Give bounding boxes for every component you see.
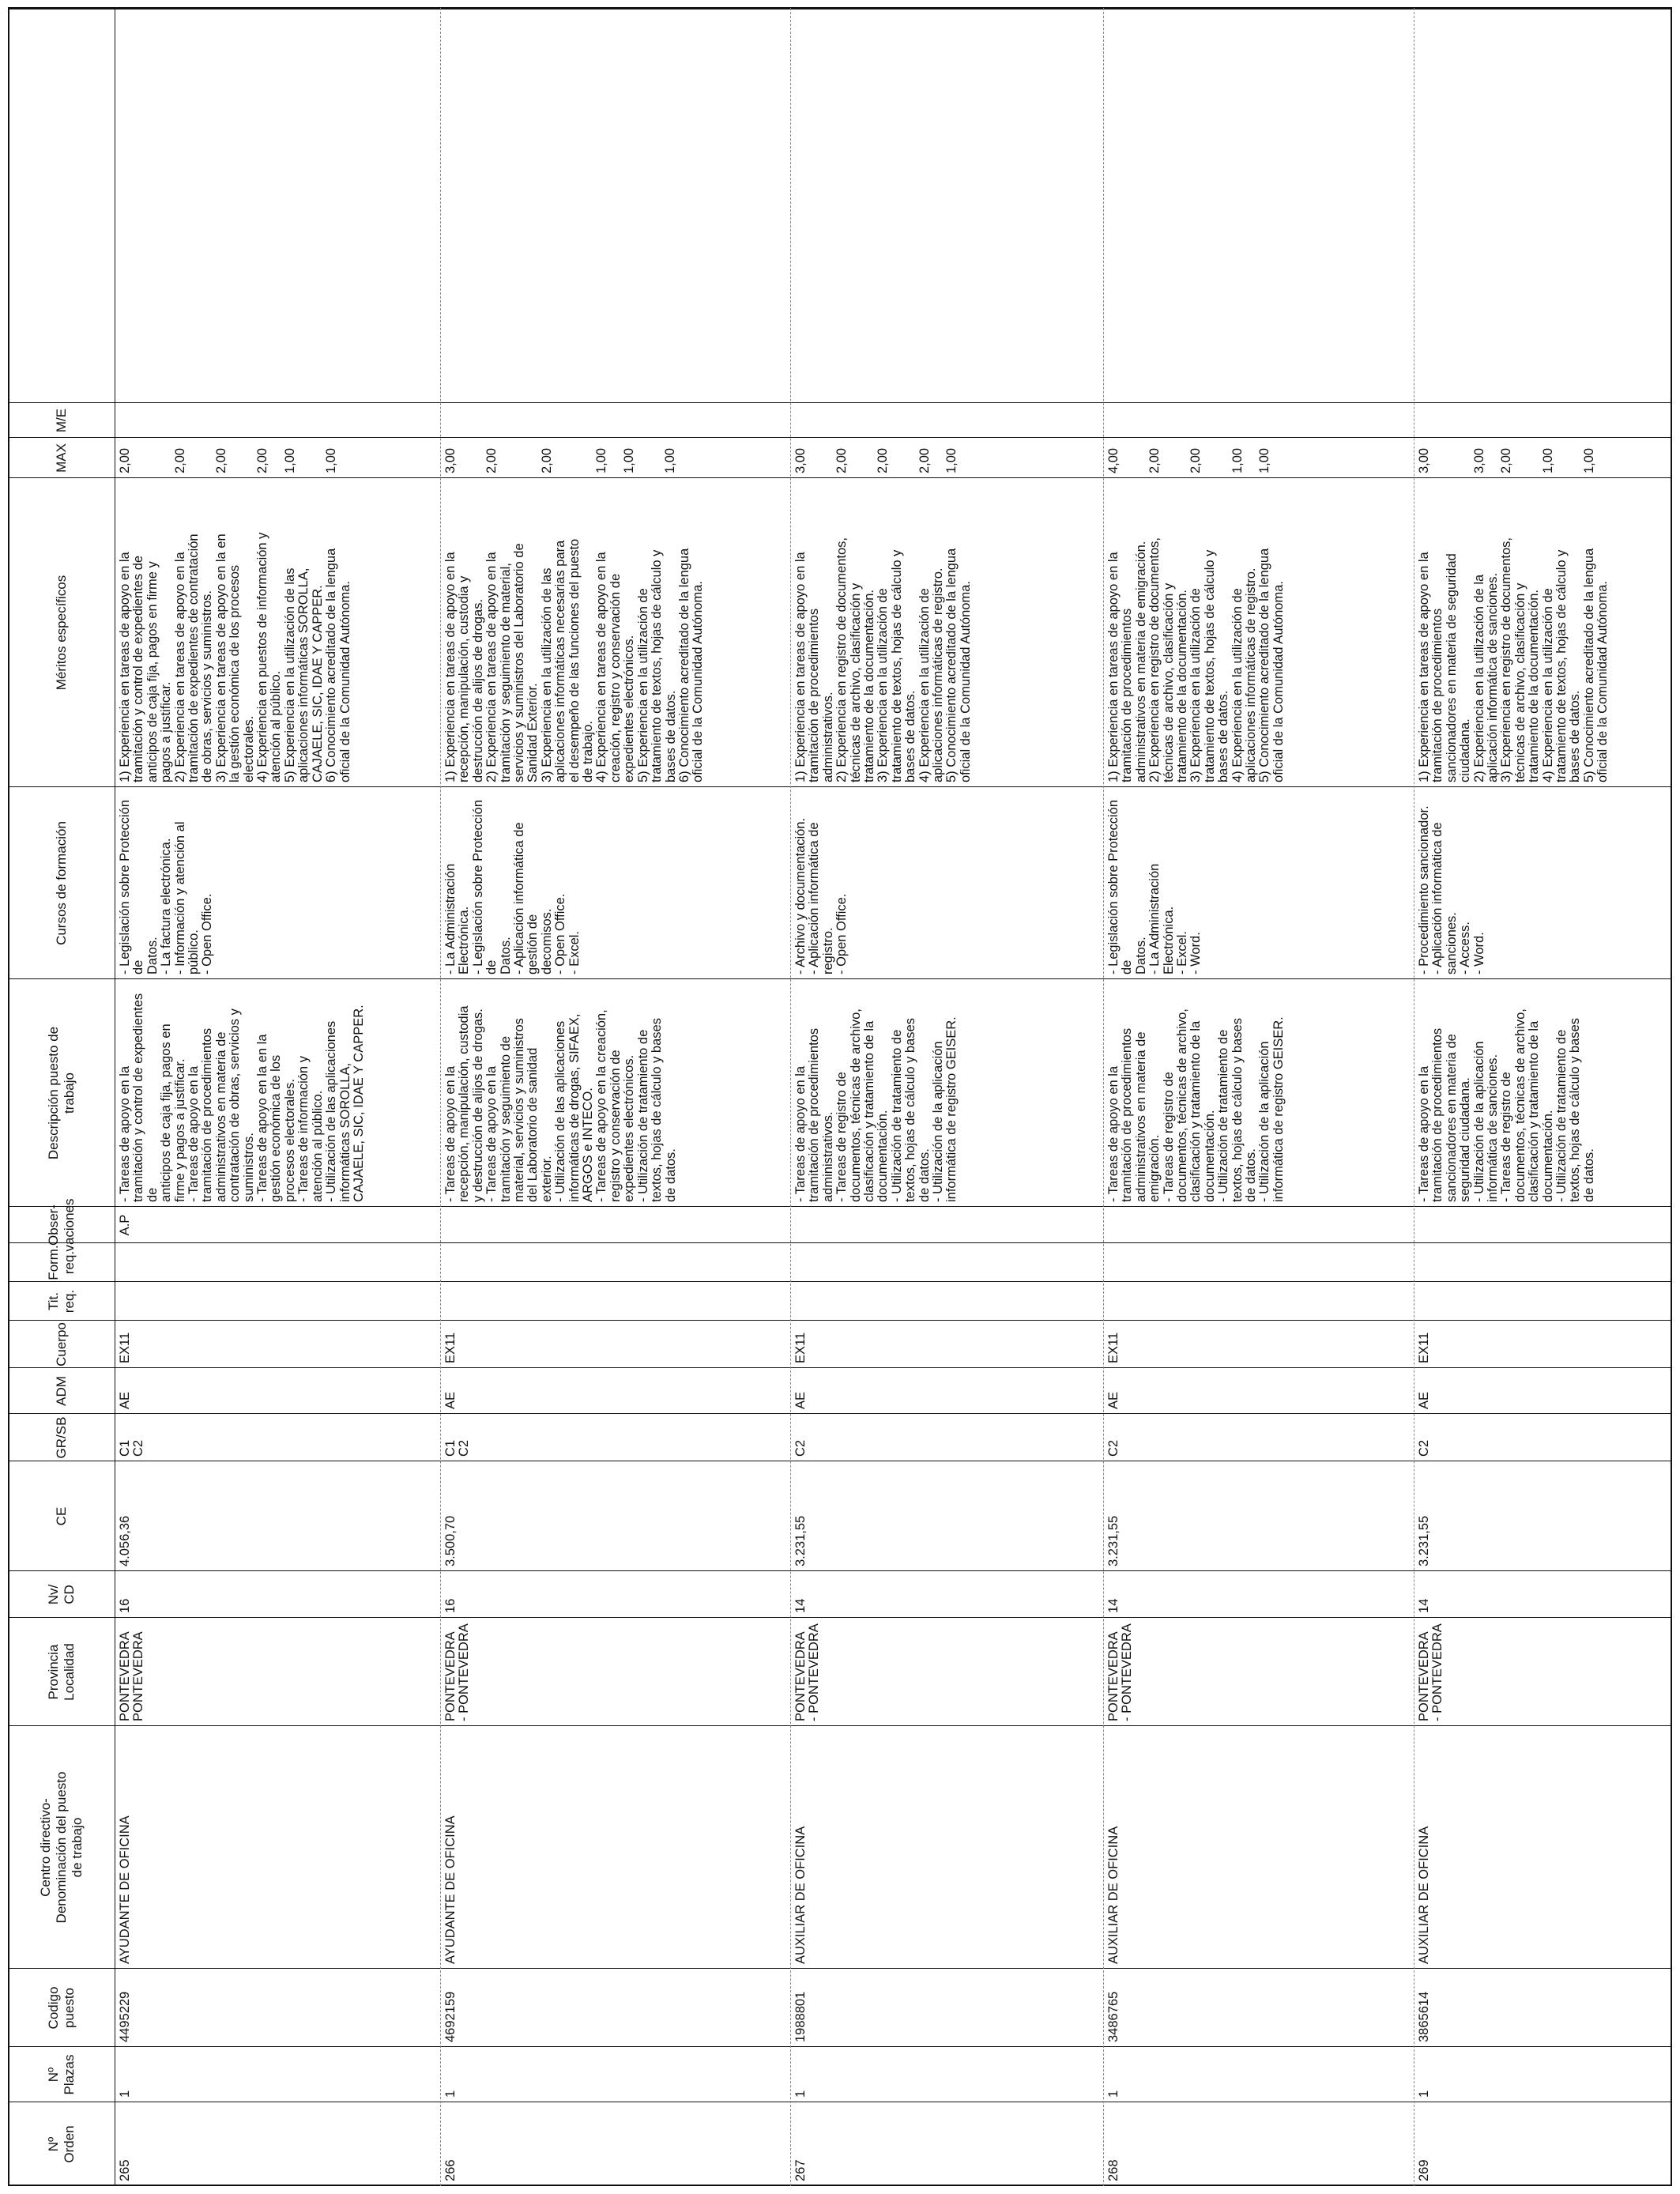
cell-max: 2,00	[118, 447, 132, 473]
cell-orden: 268	[1106, 2159, 1121, 2181]
cell-centro: AUXILIAR DE OFICINA	[1417, 1826, 1431, 1964]
cell-form	[1105, 1243, 1412, 1282]
header-adm: ADM	[53, 1376, 69, 1406]
cell-nivel: 14	[1417, 1598, 1431, 1613]
cell-tit	[116, 1282, 439, 1321]
cell-meritos: 1) Experiencia en tareas de apoyo en la tramitación de procedimientos sancionadores en materia de seguridad ciudadana. 2) Experiencia en la utilización de la aplicación informática de sanciones. 3) Experiencia en registro de documentos, técnicas de archivo, clasificación y tratamiento de la documentación. 4) Experiencia en la utilización de tratamiento de textos, hojas de cálculo y bases de datos. 5) Conocimiento acreditado de la lengua oficial de la Comunidad Autónoma.	[1417, 537, 1610, 782]
cell-centro: AYUDANTE DE OFICINA	[118, 1815, 132, 1964]
cell-provincia: PONTEVEDRA - PONTEVEDRA	[1106, 1623, 1135, 1721]
cell-provincia: PONTEVEDRA PONTEVEDRA	[118, 1631, 146, 1721]
cell-max: 1,00	[1540, 447, 1555, 473]
cell-max: 3,00	[1471, 447, 1486, 473]
cell-descripcion: - Tareas de apoyo en la tramitación de procedimientos administrativos. - Tareas de registro de documentos, técnicas de archivo, clasificación y tratamiento de la documentación. - Utilización de tratamiento de textos, hojas de cálculo y bases de datos. - Utilización de la aplicación informática de registro GEISER.	[793, 1008, 959, 1202]
cell-codigo: 4692159	[443, 1991, 458, 2042]
cell-adm: AE	[443, 1391, 458, 1409]
cell-tit	[1415, 1282, 1671, 1321]
header-plazas: Nº Plazas	[45, 2054, 77, 2095]
cell-obs: A.P	[118, 1214, 132, 1236]
cell-grsb: C1 C2	[443, 1439, 472, 1457]
cell-cursos: - Procedimiento sancionador. - Aplicación informática de sanciones. - Access. - Word.	[1417, 805, 1486, 974]
cell-me	[442, 403, 789, 438]
cell-max: 2,00	[255, 447, 269, 473]
column-divider	[8, 7, 1672, 8]
cell-nivel: 14	[793, 1598, 808, 1613]
cell-plazas: 1	[793, 2090, 808, 2098]
cell-me	[116, 403, 439, 438]
cell-max: 2,00	[172, 447, 187, 473]
header-me: M/E	[53, 408, 69, 433]
cell-plazas: 1	[1106, 2090, 1121, 2098]
cell-form	[116, 1243, 439, 1282]
cell-max: 1,00	[1257, 447, 1272, 473]
cell-adm: AE	[793, 1391, 808, 1409]
header-provincia: Provincia Localidad	[45, 1643, 77, 1701]
cell-form	[1415, 1243, 1671, 1282]
header-cursos: Cursos de formación	[53, 821, 69, 945]
cell-cursos: - Legislación sobre Protección de Datos. - La Administración Electrónica. - Excel. - Word.	[1106, 799, 1203, 974]
cell-grsb: C1 C2	[118, 1439, 146, 1457]
cell-orden: 265	[118, 2159, 132, 2181]
cell-me	[1105, 403, 1412, 438]
cell-descripcion: - Tareas de apoyo en la tramitación de procedimientos administrativos en materia de emigración. - Tareas de registro de documentos, técnicas de archivo, clasificación y tratamiento de la documentación. - Utilización de tratamiento de textos, hojas de cálculo y bases de datos. - Utilización de la aplicación informática de registro GEISER.	[1106, 1008, 1286, 1202]
cell-max: 1,00	[324, 447, 338, 473]
cell-max: 1,00	[282, 447, 297, 473]
cell-max: 4,00	[1106, 447, 1121, 473]
header-obs: Obser- vaciones	[45, 1198, 77, 1252]
cell-max: 1,00	[663, 447, 678, 473]
cell-centro: AUXILIAR DE OFICINA	[1106, 1826, 1121, 1964]
cell-me	[792, 403, 1102, 438]
cell-meritos: 1) Experiencia en tareas de apoyo en la tramitación y control de expedientes de anticipos de caja fija, pagos en firme y pagos a justificar. 2) Experiencia en tareas de apoyo en la tramitación de expedientes de contratación de obras, servicios y suministros. 3) Experiencia en tareas de apoyo en la en la gestión económica de los procesos electorales. 4) Experiencia en puestos de información y atención al público. 5) Experiencia en la utilización de las aplicaciones informáticas SOROLLA, CAJAELE, SIC, IDAE Y CAPPER. 6) Conocimiento acreditado de la lengua oficial de la Comunidad Autónoma.	[118, 532, 352, 782]
cell-nivel: 16	[443, 1598, 458, 1613]
cell-form	[442, 1243, 789, 1282]
cell-centro: AYUDANTE DE OFICINA	[443, 1815, 458, 1964]
cell-max: 3,00	[1417, 447, 1431, 473]
cell-descripcion: - Tareas de apoyo en la tramitación de procedimientos sancionadores en materia de seguridad ciudadana. - Utilización de la aplicación informática de sanciones. - Tareas de registro de documentos, técnicas de archivo, clasificación y tratamiento de la documentación. - Utilización de tratamiento de textos, hojas de cálculo y bases de datos.	[1417, 1008, 1596, 1202]
cell-codigo: 3486765	[1106, 1991, 1121, 2042]
cell-cuerpo: EX11	[793, 1332, 808, 1363]
cell-meritos: 1) Experiencia en tareas de apoyo en la recepción, manipulación, custodia y destrucción de alijos de drogas. 2) Experiencia en tareas de apoyo en la tramitación y seguimiento de material, servicios y suministros del Laboratorio de Sanidad Exterior. 3) Experiencia en la utilización de las aplicaciones informáticas necesarias para el desempeño de las funciones del puesto de trabajo. 4) Experiencia en tareas de apoyo en la creación, registro y conservación de expedientes electrónicos. 5) Experiencia en la utilización de tratamiento de textos, hojas de cálculo y bases de datos. 6) Conocimiento acreditado de la lengua oficial de la Comunidad Autónoma.	[443, 538, 706, 782]
cell-centro: AUXILIAR DE OFICINA	[793, 1826, 808, 1964]
cell-max: 2,00	[539, 447, 554, 473]
cell-nivel: 14	[1106, 1598, 1121, 1613]
cell-plazas: 1	[443, 2090, 458, 2098]
header-nivel: Nv/ CD	[45, 1584, 77, 1605]
cell-ce: 4.056,36	[118, 1515, 132, 1566]
cell-ce: 3.231,55	[1417, 1515, 1431, 1566]
cell-tit	[1105, 1282, 1412, 1321]
cell-codigo: 4495229	[118, 1991, 132, 2042]
cell-obs	[1415, 1207, 1671, 1243]
cell-max: 3,00	[793, 447, 808, 473]
cell-adm: AE	[118, 1391, 132, 1409]
cell-grsb: C2	[1106, 1439, 1121, 1457]
header-ce: CE	[53, 1506, 69, 1526]
cell-nivel: 16	[118, 1598, 132, 1613]
cell-tit	[792, 1282, 1102, 1321]
cell-form	[792, 1243, 1102, 1282]
cell-max: 1,00	[1581, 447, 1596, 473]
cell-grsb: C2	[793, 1439, 808, 1457]
cell-adm: AE	[1417, 1391, 1431, 1409]
row-divider	[1103, 8, 1104, 2186]
cell-cursos: - La Administración Electrónica. - Legislación sobre Protección de Datos. - Aplicación informática de gestión de decomisos. - Open Office. - Excel.	[443, 799, 582, 974]
cell-obs	[1105, 1207, 1412, 1243]
header-orden: Nº Orden	[45, 2125, 77, 2163]
cell-tit	[442, 1282, 789, 1321]
cell-ce: 3.500,70	[443, 1515, 458, 1566]
cell-plazas: 1	[1417, 2090, 1431, 2098]
cell-max: 2,00	[917, 447, 932, 473]
cell-provincia: PONTEVEDRA - PONTEVEDRA	[793, 1623, 822, 1721]
header-grsb: GR/SB	[53, 1416, 69, 1459]
cell-provincia: PONTEVEDRA - PONTEVEDRA	[1417, 1623, 1445, 1721]
cell-max: 2,00	[213, 447, 228, 473]
cell-descripcion: - Tareas de apoyo en la tramitación y control de expedientes de anticipos de caja fija, pagos en firme y pagos a justificar. - Tareas de apoyo en la tramitación de procedimientos administrativos en materia de contratación de obras, servicios y suministros. - Tareas de apoyo en la en la gestión económica de los procesos electorales. - Tareas de información y atención al público. - Utilización de las aplicaciones informáticas SOROLLA, CAJAELE, SIC, IDAE Y CAPPER.	[118, 993, 366, 1202]
cell-max: 1,00	[944, 447, 959, 473]
cell-max: 2,00	[484, 447, 499, 473]
cell-codigo: 1988801	[793, 1991, 808, 2042]
cell-descripcion: - Tareas de apoyo en la recepción, manipulación, custodia y destrucción de alijos de drogas. - Tareas de apoyo en la tramitación y seguimiento de material, servicios y suministros del Laboratorio de sanidad exterior. - Utilización de las aplicaciones informáticas de drogas, SIFAEX, ARGOS e INTECO. - Tareas de apoyo en la creación, registro y conservación de expedientes electrónicos. - Utilización de tratamiento de textos, hojas de cálculo y bases de datos.	[443, 1005, 678, 1202]
cell-codigo: 3865614	[1417, 1991, 1431, 2042]
cell-meritos: 1) Experiencia en tareas de apoyo en la tramitación de procedimientos administrativos. 2) Experiencia en registro de documentos, técnicas de archivo, clasificación y tratamiento de la documentación. 3) Experiencia en la utilización de tratamiento de textos, hojas de cálculo y bases de datos. 4) Experiencia en la utilización de aplicaciones informáticas de registro. 5) Conocimiento acreditado de la lengua oficial de la Comunidad Autónoma.	[793, 537, 973, 782]
cell-meritos: 1) Experiencia en tareas de apoyo en la tramitación de procedimientos administrativos en materia de emigración. 2) Experiencia en registro de documentos, técnicas de archivo, clasificación y tratamiento de la documentación. 3) Experiencia en la utilización de tratamiento de textos, hojas de cálculo y bases de datos. 4) Experiencia en la utilización de aplicaciones informáticas de registro. 5) Conocimiento acreditado de la lengua oficial de la Comunidad Autónoma.	[1106, 537, 1286, 782]
cell-orden: 269	[1417, 2159, 1431, 2181]
cell-cuerpo: EX11	[1417, 1332, 1431, 1363]
cell-max: 1,00	[1230, 447, 1245, 473]
cell-max: 2,00	[1147, 447, 1162, 473]
cell-max: 2,00	[876, 447, 891, 473]
header-meritos: Méritos específicos	[53, 575, 69, 691]
cell-max: 2,00	[1499, 447, 1514, 473]
cell-cuerpo: EX11	[118, 1332, 132, 1363]
cell-cursos: - Archivo y documentación. - Aplicación informática de registro. - Open Office.	[793, 817, 849, 974]
row-divider	[440, 8, 441, 2186]
cell-cuerpo: EX11	[443, 1332, 458, 1363]
cell-cursos: - Legislación sobre Protección de Datos. - La factura electrónica. - Información y atención al público. - Open Office.	[118, 799, 215, 974]
header-max: MAX	[53, 443, 69, 473]
cell-orden: 267	[793, 2159, 808, 2181]
cell-grsb: C2	[1417, 1439, 1431, 1457]
cell-provincia: PONTEVEDRA - PONTEVEDRA	[443, 1623, 472, 1721]
cell-obs	[792, 1207, 1102, 1243]
cell-plazas: 1	[118, 2090, 132, 2098]
header-codigo: Codigo puesto	[45, 1986, 77, 2030]
cell-ce: 3.231,55	[1106, 1515, 1121, 1566]
cell-me	[1415, 403, 1671, 438]
cell-cuerpo: EX11	[1106, 1332, 1121, 1363]
cell-max: 3,00	[443, 447, 458, 473]
header-cuerpo: Cuerpo	[53, 1322, 69, 1367]
cell-max: 2,00	[834, 447, 849, 473]
cell-obs	[442, 1207, 789, 1243]
cell-max: 1,00	[594, 447, 609, 473]
cell-orden: 266	[443, 2159, 458, 2181]
header-descripcion: Descripción puesto de trabajo	[45, 1026, 77, 1160]
cell-ce: 3.231,55	[793, 1515, 808, 1566]
header-tit: Tit. req.	[45, 1289, 77, 1314]
header-form: Form. req.	[45, 1245, 77, 1280]
cell-max: 1,00	[622, 447, 637, 473]
cell-adm: AE	[1106, 1391, 1121, 1409]
header-centro: Centro directivo- Denominación del puesto de trabajo	[37, 1771, 85, 1924]
cell-max: 2,00	[1188, 447, 1203, 473]
row-divider	[790, 8, 791, 2186]
